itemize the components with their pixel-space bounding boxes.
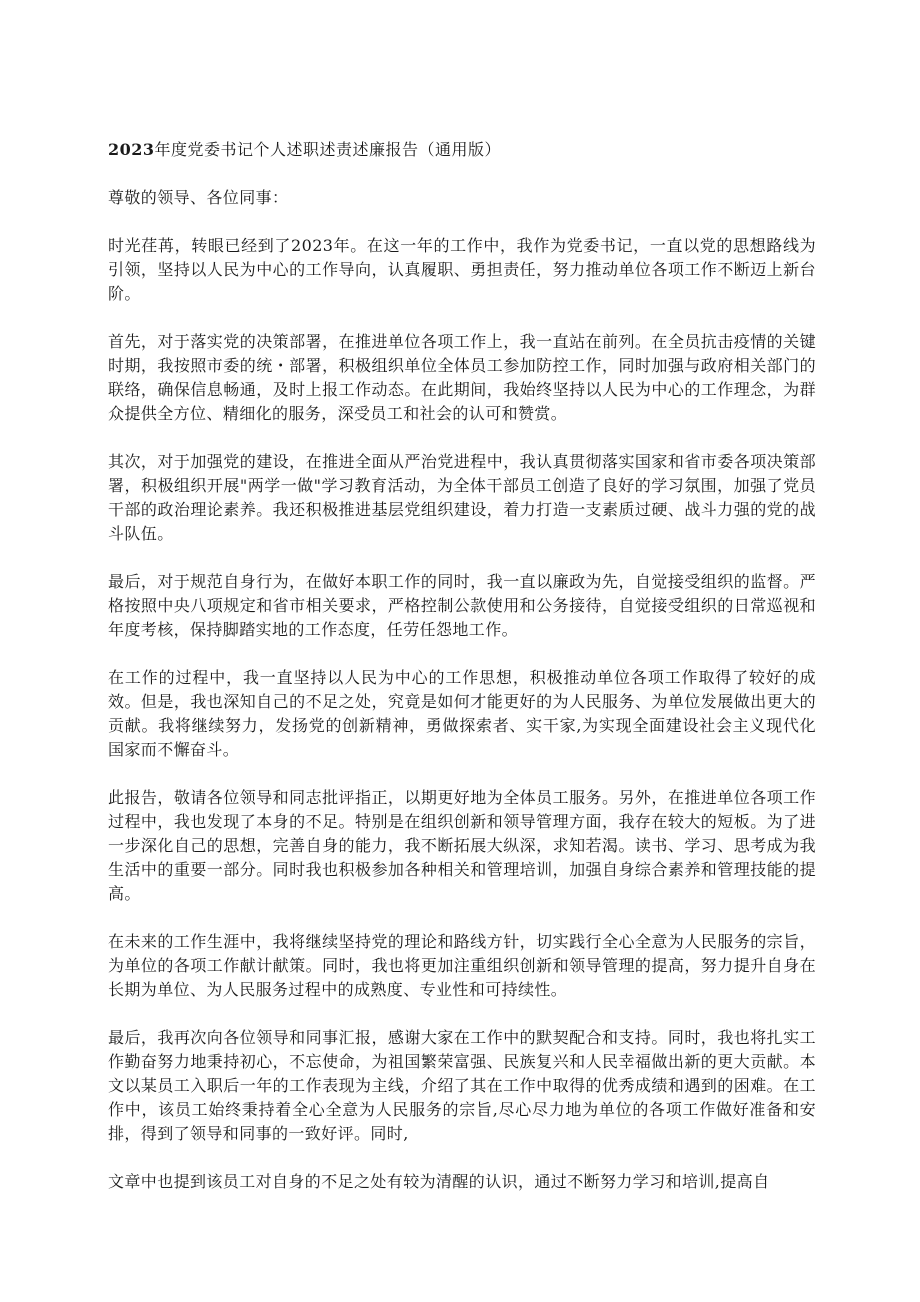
greeting: 尊敬的领导、各位同事：	[108, 188, 289, 207]
paragraph-5: 在工作的过程中，我一直坚持以人民为中心的工作思想，积极推动单位各项工作取得了较好的成效。但是，我也深知自己的不足之处，究竟是如何才能更好的为人民服务、为单位发展做出更大的贡献。我将继续努力，发扬党的创新精神，勇做探索者、实干家,为实现全面建设社会主义现代化国家而不懈奋斗。	[108, 668, 816, 759]
title-text: 年度党委书记个人述职述责述廉报告（通用版）	[154, 140, 502, 159]
title-year: 2023	[108, 140, 155, 159]
document-body	[108, 138, 816, 1218]
paragraph-9: 文章中也提到该员工对自身的不足之处有较为清醒的认识，通过不断努力学习和培训,提高自	[108, 1172, 770, 1191]
paragraph-6: 此报告，敬请各位领导和同志批评指正，以期更好地为全体员工服务。另外，在推进单位各项工作过程中，我也发现了本身的不足。特别是在组织创新和领导管理方面，我存在较大的短板。为了进一步深化自己的思想，完善自身的能力，我不断拓展大纵深，求知若渴。读书、学习、思考成为我生活中的重要一部分。同时我也积极参加各种相关和管理培训，加强自身综合素养和管理技能的提高。	[108, 788, 816, 903]
paragraph-4: 最后，对于规范自身行为，在做好本职工作的同时，我一直以廉政为先，自觉接受组织的监督。严格按照中央八项规定和省市相关要求，严格控制公款使用和公务接待，自觉接受组织的日常巡视和年度考核，保持脚踏实地的工作态度，任劳任怨地工作。	[108, 572, 816, 639]
paragraph-3: 其次，对于加强党的建设，在推进全面从严治党进程中，我认真贯彻落实国家和省市委各项决策部署，积极组织开展"两学一做"学习教育活动，为全体干部员工创造了良好的学习氛围，加强了党员干部的政治理论素养。我还积极推进基层党组织建设，着力打造一支素质过硬、战斗力强的党的战斗队伍。	[108, 452, 816, 543]
paragraph-8: 最后，我再次向各位领导和同事汇报，感谢大家在工作中的默契配合和支持。同时，我也将扎实工作勤奋努力地秉持初心，不忘使命，为祖国繁荣富强、民族复兴和人民幸福做出新的更大贡献。本文以某员工入职后一年的工作表现为主线，介绍了其在工作中取得的优秀成绩和遇到的困难。在工作中，该员工始终秉持着全心全意为人民服务的宗旨,尽心尽力地为单位的各项工作做好准备和安排，得到了领导和同事的一致好评。同时,	[108, 1028, 816, 1143]
document-title	[108, 138, 816, 162]
paragraph-2: 首先，对于落实党的决策部署，在推进单位各项工作上，我一直站在前列。在全员抗击疫情的关键时期，我按照市委的统・部署，积极组织单位全体员工参加防控工作，同时加强与政府相关部门的联络，确保信息畅通，及时上报工作动态。在此期间，我始终坚持以人民为中心的工作理念，为群众提供全方位、精细化的服务，深受员工和社会的认可和赞赏。	[108, 332, 816, 423]
paragraph-7: 在未来的工作生涯中，我将继续坚持党的理论和路线方针，切实践行全心全意为人民服务的宗旨，为单位的各项工作献计献策。同时，我也将更加注重组织创新和领导管理的提高，努力提升自身在长期为单位、为人民服务过程中的成熟度、专业性和可持续性。	[108, 932, 816, 999]
paragraph-1: 时光荏苒，转眼已经到了2023年。在这一年的工作中，我作为党委书记，一直以党的思想路线为引领，坚持以人民为中心的工作导向，认真履职、勇担责任，努力推动单位各项工作不断迈上新台阶。	[108, 236, 816, 303]
